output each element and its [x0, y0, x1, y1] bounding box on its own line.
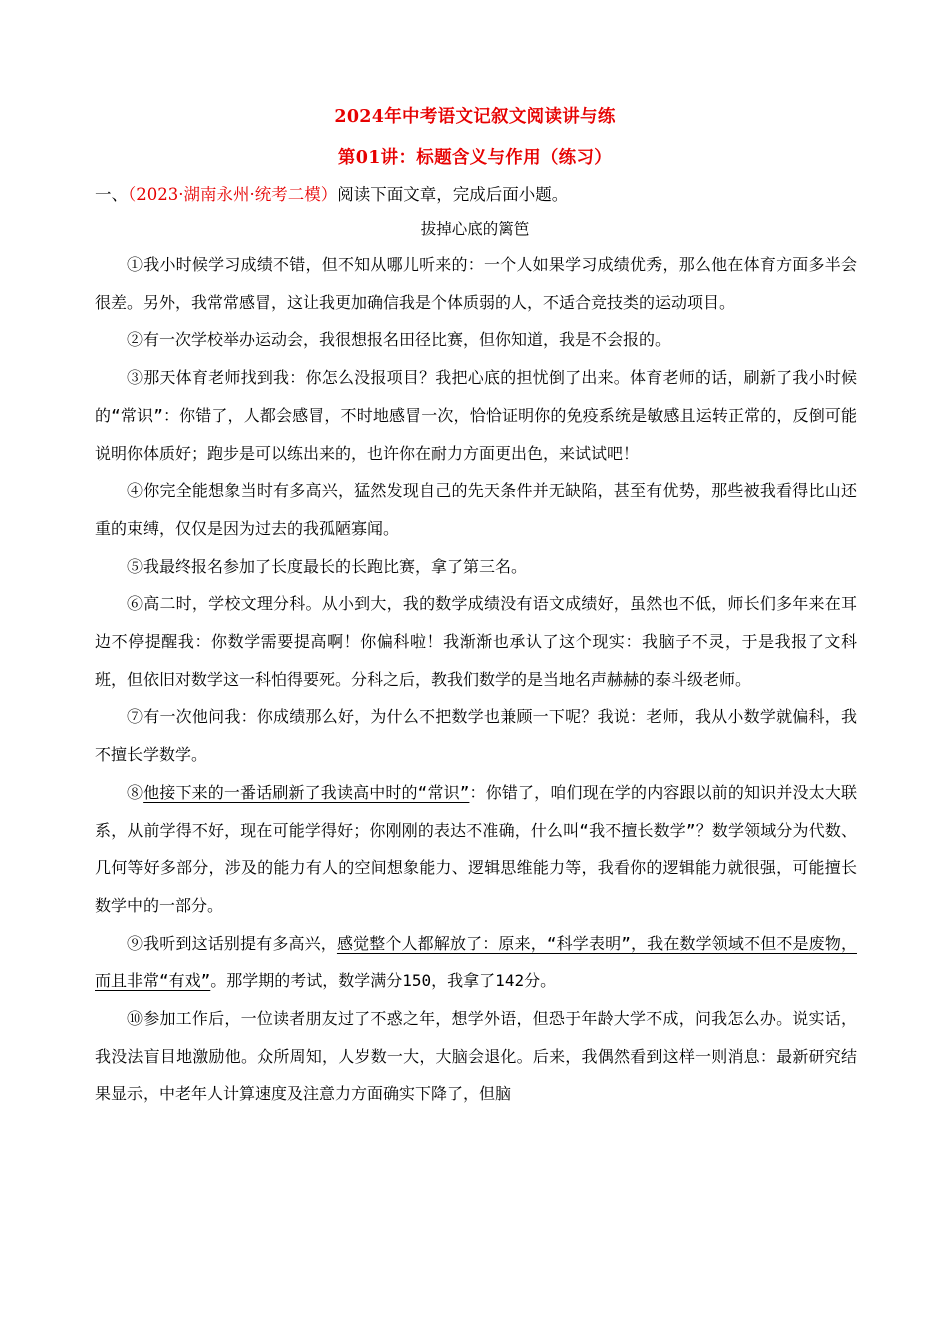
paragraph-9-start: ⑨我听到这话别提有多高兴，: [127, 933, 337, 953]
paragraph-10: ⑩参加工作后，一位读者朋友过了不惑之年，想学外语，但恐于年龄大学不成，问我怎么办。说实话，我没法盲目地激励他。众所周知，人岁数一大，大脑会退化。后来，我偶然看到这样一则消息：最新研究结果显示，中老年人计算速度及注意力方面确实下降了，但脑: [95, 1009, 857, 1104]
paragraph-8-rest: ：你错了，咱们现在学的内容跟以前的知识并没太大联系，从前学得不好，现在可能学得好；你刚刚的表达不准确，什么叫“我不擅长数学”？数学领域分为代数、几何等好多部分，涉及的能力有人的空间想象能力、逻辑思维能力等，我看你的逻辑能力就很强，可能擅长数学中的一部分。: [95, 782, 857, 915]
paragraph-8-underlined: 他接下来的一番话刷新了我读高中时的“常识”: [143, 782, 470, 802]
paragraph-8-number: ⑧: [127, 782, 144, 802]
paragraph-3: ③那天体育老师找到我：你怎么没报项目？我把心底的担忧倒了出来。体育老师的话，刷新了我小时候的“常识”：你错了，人都会感冒，不时地感冒一次，恰恰证明你的免疫系统是敏感且运转正常的，反倒可能说明你体质好；跑步是可以练出来的，也许你在耐力方面更出色，来试试吧！: [95, 368, 857, 463]
paragraph-7: ⑦有一次他问我：你成绩那么好，为什么不把数学也兼顾一下呢？我说：老师，我从小数学就偏科，我不擅长学数学。: [95, 707, 857, 765]
paragraph-6: ⑥高二时，学校文理分科。从小到大，我的数学成绩没有语文成绩好，虽然也不低，师长们多年来在耳边不停提醒我：你数学需要提高啊！你偏科啦！我渐渐也承认了这个现实：我脑子不灵，于是我报了文科班，但依旧对数学这一科怕得要死。分科之后，教我们数学的是当地名声赫赫的泰斗级老师。: [95, 594, 857, 689]
paragraph-9-underlined: 感觉整个人都解放了：原来，“科学表明”，我在数学领域不但不是废物，而且非常“有戏”: [95, 933, 857, 991]
section-instruction: 阅读下面文章，完成后面小题。: [337, 185, 569, 204]
paragraph-9-rest: 。那学期的考试，数学满分150，我拿了142分。: [210, 971, 557, 991]
section-number: 一、: [95, 185, 128, 204]
passage-title: 拔掉心底的篱笆: [420, 220, 530, 238]
document-subtitle: 第01讲：标题含义与作用（练习）: [337, 148, 613, 168]
passage-body: [95, 246, 857, 1113]
document-title: 2024年中考语文记叙文阅读讲与练: [334, 107, 616, 127]
paragraph-5: ⑤我最终报名参加了长度最长的长跑比赛，拿了第三名。: [127, 556, 528, 576]
paragraph-9: [95, 925, 857, 1000]
paragraph-8: [95, 774, 857, 925]
paragraph-2: ②有一次学校举办运动会，我很想报名田径比赛，但你知道，我是不会报的。: [127, 330, 672, 350]
paragraph-4: ④你完全能想象当时有多高兴，猛然发现自己的先天条件并无缺陷，甚至有优势，那些被我看得比山还重的束缚，仅仅是因为过去的我孤陋寡闻。: [95, 481, 857, 538]
paragraph-1: ①我小时候学习成绩不错，但不知从哪儿听来的：一个人如果学习成绩优秀，那么他在体育方面多半会很差。另外，我常常感冒，这让我更加确信我是个体质弱的人，不适合竞技类的运动项目。: [95, 255, 857, 312]
section-source: （2023·湖南永州·统考二模）: [128, 185, 338, 204]
section-heading: [95, 181, 568, 205]
